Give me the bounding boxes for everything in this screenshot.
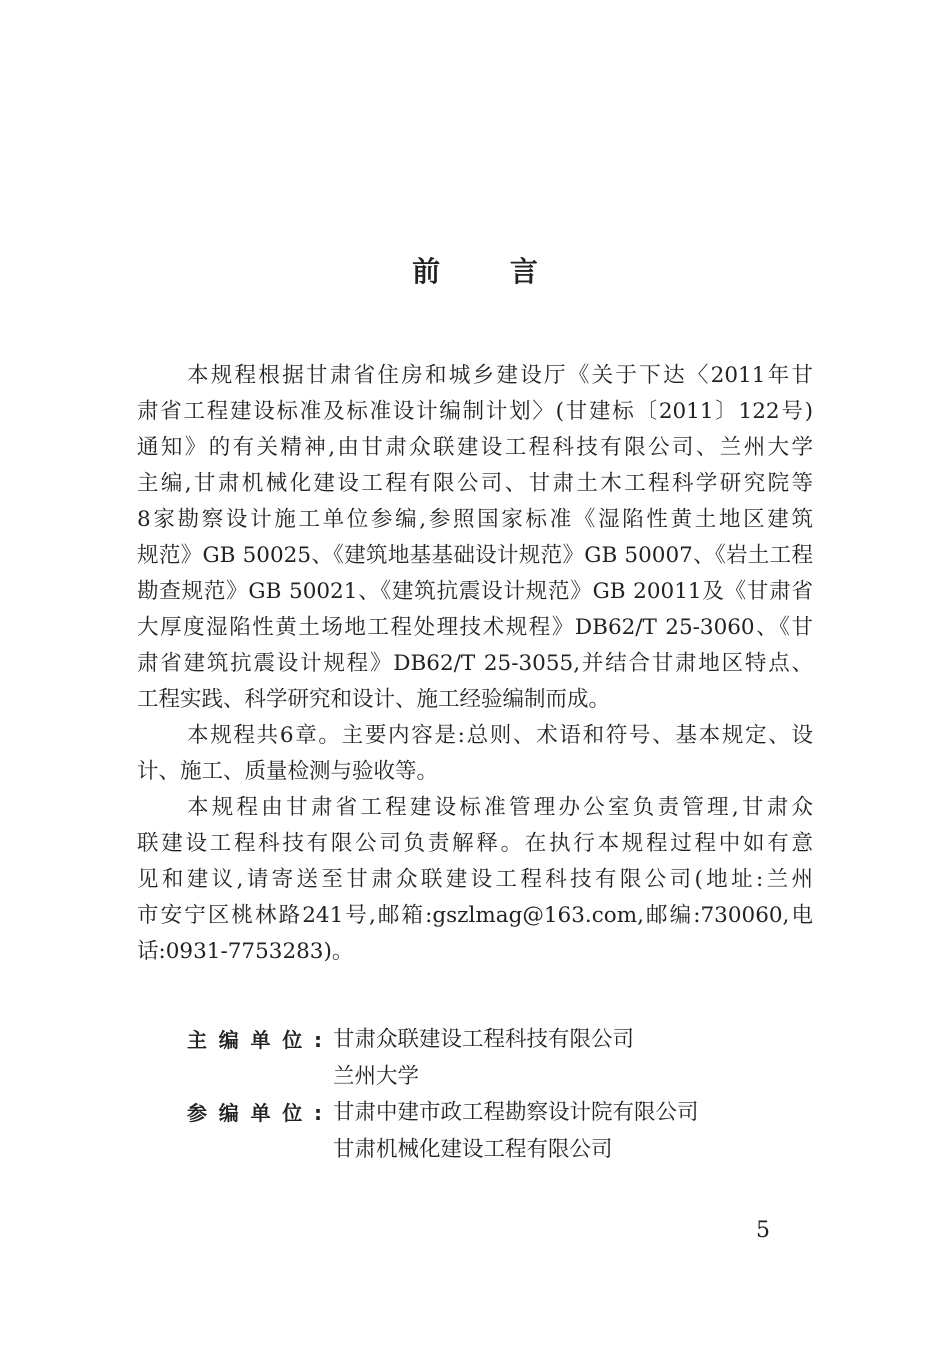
text-line: 通知》的有关精神,由甘肃众联建设工程科技有限公司、兰州大学 bbox=[137, 435, 813, 460]
text-line: 市安宁区桃林路241号,邮箱:gszlmag@163.com,邮编:730060,电 bbox=[137, 903, 813, 928]
text-line: 见和建议,请寄送至甘肃众联建设工程科技有限公司(地址:兰州 bbox=[137, 867, 813, 892]
text-line: 主编,甘肃机械化建设工程有限公司、甘肃土木工程科学研究院等 bbox=[137, 471, 813, 496]
paragraph bbox=[137, 718, 813, 790]
text-line: 计、施工、质量检测与验收等。 bbox=[137, 759, 439, 784]
page-number: 5 bbox=[756, 1218, 770, 1243]
credit-organization: 甘肃众联建设工程科技有限公司 bbox=[333, 1027, 635, 1052]
text-line: 话:0931-7753283)。 bbox=[137, 939, 354, 964]
credit-organization: 甘肃中建市政工程勘察设计院有限公司 bbox=[333, 1100, 699, 1125]
credit-organization: 兰州大学 bbox=[333, 1063, 420, 1089]
paragraph bbox=[137, 790, 813, 970]
text-line: 本规程根据甘肃省住房和城乡建设厅《关于下达〈2011年甘 bbox=[187, 363, 813, 388]
text-line: 勘查规范》GB 50021、《建筑抗震设计规范》GB 20011及《甘肃省 bbox=[137, 579, 813, 604]
text-line: 8家勘察设计施工单位参编,参照国家标准《湿陷性黄土地区建筑 bbox=[137, 507, 813, 532]
text-line: 大厚度湿陷性黄土场地工程处理技术规程》DB62/T 25-3060、《甘 bbox=[137, 615, 813, 640]
text-line: 肃省建筑抗震设计规程》DB62/T 25-3055,并结合甘肃地区特点、 bbox=[137, 651, 813, 676]
text-line: 联建设工程科技有限公司负责解释。在执行本规程过程中如有意 bbox=[137, 831, 813, 856]
page-title: 前 言 bbox=[412, 255, 568, 288]
text-line: 工程实践、科学研究和设计、施工经验编制而成。 bbox=[137, 687, 611, 712]
credit-label: 参编单位: bbox=[187, 1101, 322, 1125]
credit-organization: 甘肃机械化建设工程有限公司 bbox=[333, 1136, 613, 1162]
preface-body bbox=[137, 358, 813, 970]
text-line: 本规程共6章。主要内容是:总则、术语和符号、基本规定、设 bbox=[187, 723, 813, 748]
credit-label: 主编单位: bbox=[187, 1028, 322, 1052]
paragraph bbox=[137, 358, 813, 718]
text-line: 肃省工程建设标准及标准设计编制计划〉(甘建标〔2011〕122号) bbox=[137, 399, 813, 424]
text-line: 本规程由甘肃省工程建设标准管理办公室负责管理,甘肃众 bbox=[187, 795, 813, 820]
text-line: 规范》GB 50025、《建筑地基基础设计规范》GB 50007、《岩土工程 bbox=[137, 543, 813, 568]
